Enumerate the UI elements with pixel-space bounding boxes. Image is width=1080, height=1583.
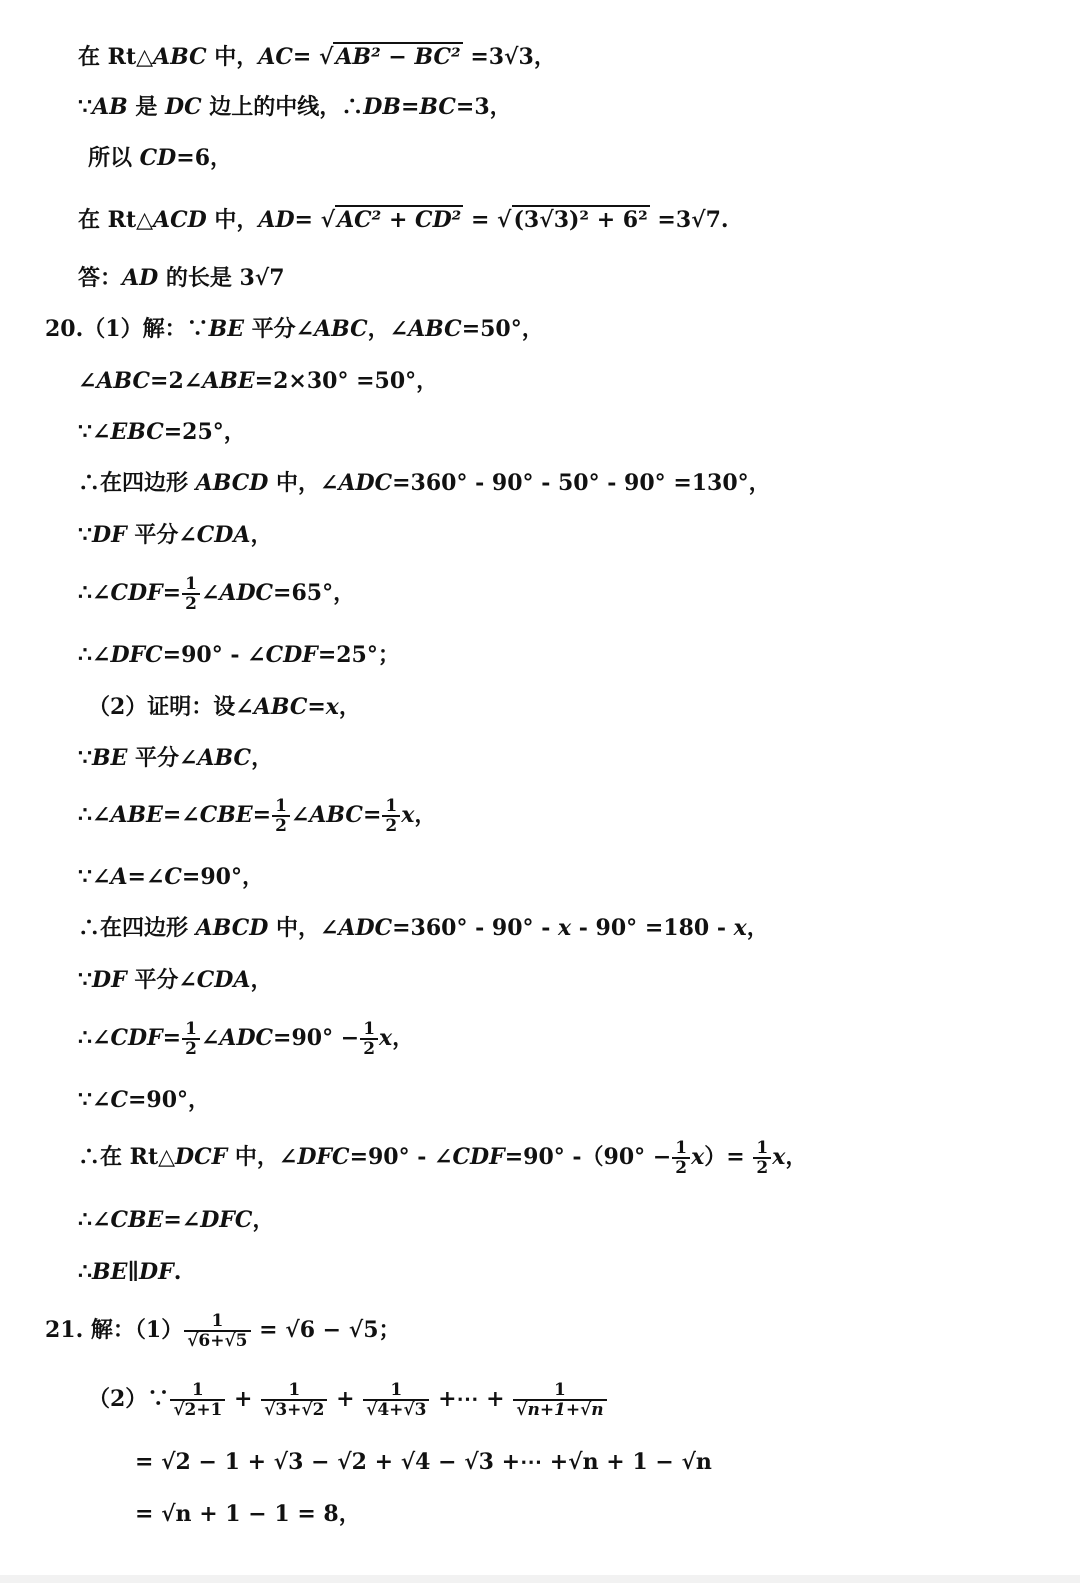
line-20: ∵∠C=90°，	[78, 1087, 211, 1113]
line-9: ∴在四边形 ABCD 中，∠ADC=360° - 90° - 50° - 90° =130°，	[78, 470, 771, 496]
line-1: 在 Rt△ABC 中，AC= √AB² − BC² =3√3，	[78, 44, 556, 70]
line-14: ∵BE 平分∠ABC，	[78, 745, 274, 771]
line-5: 答：AD 的长是 3√7	[78, 265, 285, 291]
fraction: $\frac{1}{2}$	[182, 1020, 200, 1058]
line-22: ∴∠CBE=∠DFC，	[78, 1207, 275, 1233]
fraction: $\frac{1}{2}$	[753, 1139, 771, 1177]
line-17: ∴在四边形 ABCD 中，∠ADC=360° - 90° - x - 90° =180 - x，	[78, 915, 769, 941]
line-18: ∵DF 平分∠CDA，	[78, 967, 273, 993]
line-16: ∵∠A=∠C=90°，	[78, 864, 264, 890]
fraction: $\frac{1}{√2+1}$	[170, 1381, 225, 1419]
line-25: （2）∵ $\frac{1}{√2+1}$ + $\frac{1}{√3+√2}$ + $\frac{1}{√4+√3}$ +⋯ + $\frac{1}{√n+1+√n}$	[88, 1381, 608, 1419]
line-11: ∴∠CDF= $\frac{1}{2}$ ∠ADC=65°，	[78, 574, 356, 614]
fraction: $\frac{1}{2}$	[182, 575, 200, 613]
line-10: ∵DF 平分∠CDA，	[78, 522, 273, 548]
line-15: ∴∠ABE=∠CBE= $\frac{1}{2}$ ∠ABC= $\frac{1}{2}$ x，	[78, 796, 437, 836]
line-12: ∴∠DFC=90° - ∠CDF=25°；	[78, 642, 400, 668]
line-27: = √n + 1 − 1 = 8，	[135, 1501, 361, 1527]
line-6: 20.（1）解：∵BE 平分∠ABC，∠ABC=50°，	[45, 316, 544, 342]
fraction: $\frac{1}{√4+√3}$	[363, 1381, 429, 1419]
fraction: $\frac{1}{√6+√5}$	[184, 1312, 250, 1350]
line-2: ∵AB 是 DC 边上的中线，∴DB=BC=3，	[78, 94, 512, 120]
page-bottom-edge	[0, 1575, 1080, 1583]
fraction: $\frac{1}{√n+1+√n}$	[513, 1381, 606, 1419]
fraction: $\frac{1}{√3+√2}$	[261, 1381, 327, 1419]
line-21: ∴在 Rt△DCF 中，∠DFC=90° - ∠CDF=90° -（90° − $\frac{1}{2}$ x）= $\frac{1}{2}$ x，	[78, 1138, 808, 1178]
line-26: = √2 − 1 + √3 − √2 + √4 − √3 +⋯ +√n + 1 − √n	[135, 1449, 712, 1475]
line-8: ∵∠EBC=25°，	[78, 419, 246, 445]
fraction: $\frac{1}{2}$	[382, 797, 400, 835]
line-3: 所以 CD=6，	[88, 145, 233, 171]
line-24: 21. 解：（1） $\frac{1}{√6+√5}$ = √6 − √5；	[45, 1311, 401, 1351]
line-4: 在 Rt△ACD 中，AD= √AC² + CD² = √(3√3)² + 6² =3√7.	[78, 207, 729, 233]
fraction: $\frac{1}{2}$	[672, 1139, 690, 1177]
fraction: $\frac{1}{2}$	[272, 797, 290, 835]
line-7: ∠ABC=2∠ABE=2×30° =50°，	[78, 368, 439, 394]
line-13: （2）证明：设∠ABC=x，	[88, 694, 361, 720]
fraction: $\frac{1}{2}$	[360, 1020, 378, 1058]
line-23: ∴BE∥DF.	[78, 1259, 182, 1285]
line-19: ∴∠CDF= $\frac{1}{2}$ ∠ADC=90° − $\frac{1}{2}$ x，	[78, 1019, 415, 1059]
